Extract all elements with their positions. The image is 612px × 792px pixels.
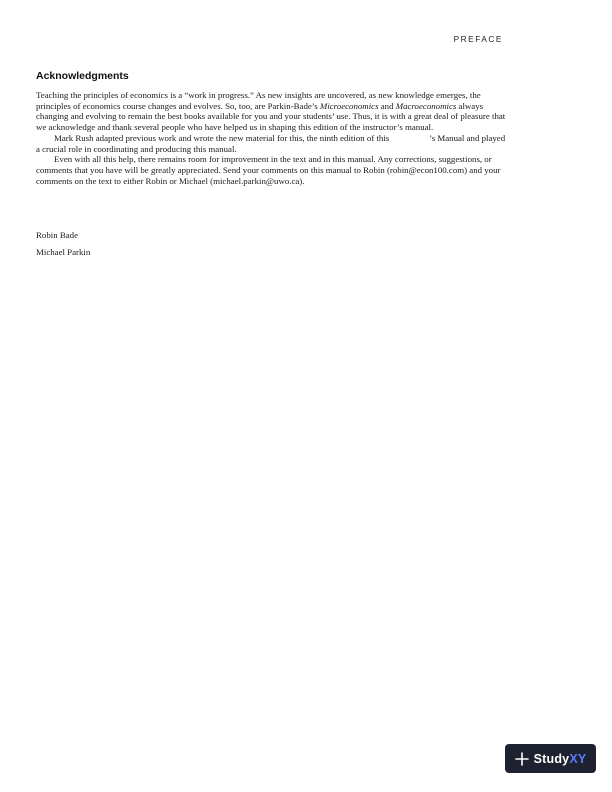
paragraph-2-text-a: Mark Rush adapted previous work and wrote the new material for this, the ninth edition of this xyxy=(54,132,390,143)
signature-michael-parkin: Michael Parkin xyxy=(36,246,91,257)
paragraph-3: Even with all this help, there remains room for improvement in the text and in this manual. Any corrections, suggestions, or comments that you have will be greatly appreciated. Send your comments on this manual to Robin (robin@econ100.com) and your comments on the text to either Robin or Michael (michael.parkin@uwo.ca). xyxy=(36,154,501,186)
signature-robin-bade: Robin Bade xyxy=(36,230,79,240)
book-title-microeconomics: Microeconomics xyxy=(319,100,379,111)
studyxy-badge[interactable] xyxy=(505,744,596,773)
plus-icon xyxy=(515,752,529,766)
signatures xyxy=(36,230,90,263)
badge-label-xy: XY xyxy=(569,751,587,766)
badge-label xyxy=(534,752,587,766)
paragraph-1-text-c: always changing and evolving to remain the best books available for you and your students’ use. Thus, it is with a great deal of pleasure that we acknowledge and thank several people who have helped us in shaping this edition of the instructor’s manual. xyxy=(36,100,506,133)
section-heading: Acknowledgments xyxy=(36,70,129,82)
paragraph-1 xyxy=(36,90,506,133)
paragraph-1-text-a: Teaching the principles of economics is a “work in progress.” As new insights are uncovered, as new knowledge emerges, the principles of economics course changes and evolves. So, too, are Parkin-Bade’s xyxy=(36,90,481,111)
running-head: PREFACE xyxy=(453,35,503,44)
book-title-macroeconomics: Macroeconomics xyxy=(395,100,457,111)
body-text xyxy=(36,90,506,186)
badge-label-study: Study xyxy=(533,751,570,766)
paragraph-2 xyxy=(36,133,506,154)
paragraph-1-text-b: and xyxy=(378,100,396,111)
paragraph-2-text-b: ’s Manual and played a crucial role in coordinating and producing this manual. xyxy=(36,132,506,154)
